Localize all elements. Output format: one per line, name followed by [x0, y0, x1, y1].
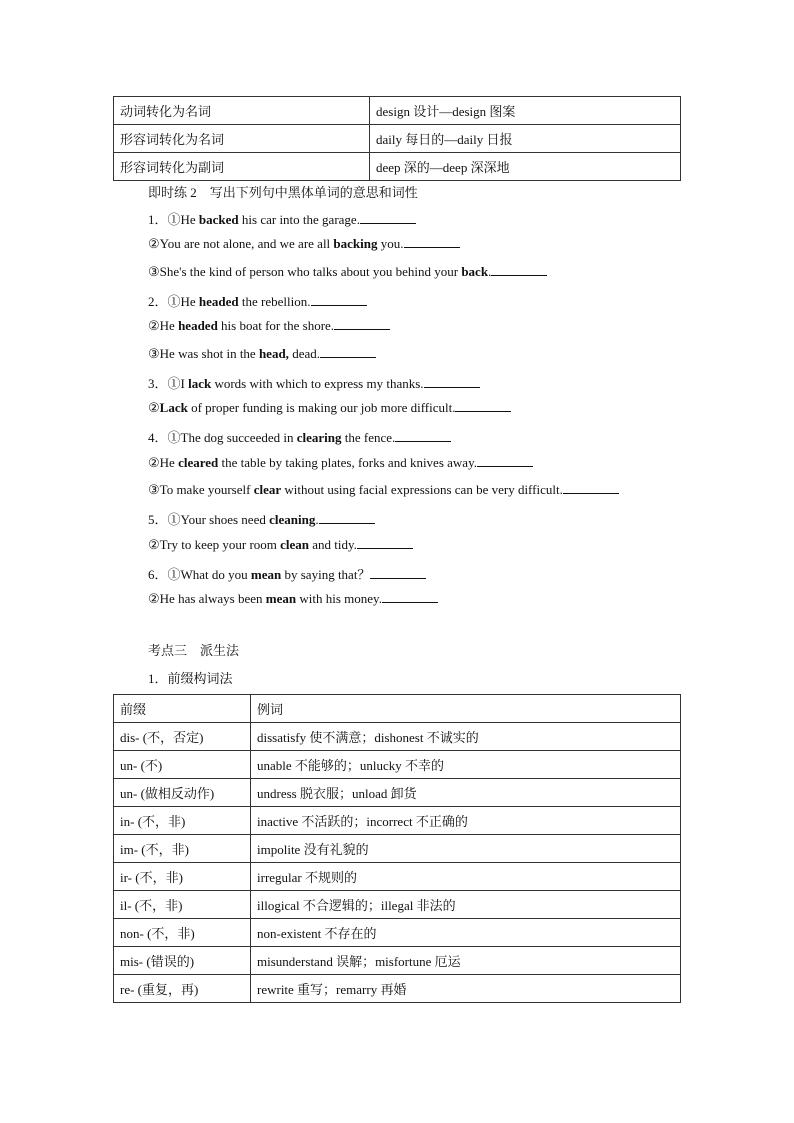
answer-blank[interactable] — [404, 237, 460, 248]
exercise-sentence — [148, 482, 619, 498]
prefix-table — [113, 694, 681, 1003]
table-cell: deep 深的—deep 深深地 — [370, 153, 681, 181]
word-conversion-table — [113, 96, 681, 181]
answer-blank[interactable] — [370, 568, 426, 579]
prefix-cell: dis- (不，否定) — [114, 723, 251, 751]
table-row — [114, 125, 681, 153]
sentence-text: . — [488, 263, 492, 279]
sentence-text: the rebellion. — [238, 293, 311, 309]
example-cell: impolite 没有礼貌的 — [251, 835, 681, 863]
column-header-prefix: 前缀 — [114, 695, 251, 723]
exercise-sentence — [148, 537, 413, 553]
sentence-text: ②Try to keep your room — [148, 536, 281, 552]
answer-blank[interactable] — [360, 213, 416, 224]
sentence-text: ③She's the kind of person who talks about you behind your — [148, 263, 462, 279]
bold-word: headed — [178, 318, 218, 334]
table-header-row — [114, 695, 681, 723]
table-row — [114, 891, 681, 919]
example-cell: illogical 不合逻辑的；illegal 非法的 — [251, 891, 681, 919]
sentence-text: ②He — [148, 318, 179, 334]
answer-blank[interactable] — [563, 483, 619, 494]
bold-word: back — [461, 263, 489, 279]
example-cell: dissatisfy 使不满意；dishonest 不诚实的 — [251, 723, 681, 751]
sentence-text: . — [315, 512, 319, 528]
section-title: 考点三 派生法 — [148, 643, 240, 658]
bold-word: mean — [250, 566, 282, 582]
answer-blank[interactable] — [455, 401, 511, 412]
sentence-text: words with which to express my thanks. — [211, 375, 424, 391]
prefix-cell: ir- (不，非) — [114, 863, 251, 891]
sentence-text: ③To make yourself — [148, 482, 254, 497]
table-cell: 动词转化为名词 — [114, 97, 370, 125]
example-cell: unable 不能够的；unlucky 不幸的 — [251, 751, 681, 779]
bold-word: headed — [198, 293, 239, 309]
exercise-sentence — [148, 400, 511, 416]
table-cell: 形容词转化为副词 — [114, 153, 370, 181]
table-row — [114, 153, 681, 181]
exercise-sentence — [148, 455, 533, 471]
table-cell: daily 每日的—daily 日报 — [370, 125, 681, 153]
bold-word: backing — [333, 236, 378, 252]
exercise-sentence — [148, 373, 480, 392]
bold-word: cleaning — [269, 512, 316, 528]
sentence-text: ②He has always been — [148, 591, 266, 607]
example-cell: undress 脱衣服；unload 卸货 — [251, 779, 681, 807]
sentence-text: ③He was shot in the — [148, 345, 259, 361]
table-row — [114, 751, 681, 779]
prefix-cell: in- (不，非) — [114, 807, 251, 835]
table-row — [114, 947, 681, 975]
bold-word: clean — [280, 536, 310, 552]
table-row — [114, 779, 681, 807]
answer-blank[interactable] — [491, 265, 547, 276]
table-row — [114, 863, 681, 891]
subsection-title: 1．前缀构词法 — [148, 671, 233, 686]
answer-blank[interactable] — [477, 456, 533, 467]
exercise-sentence — [148, 264, 547, 280]
example-cell: non-existent 不存在的 — [251, 919, 681, 947]
sentence-text: the fence. — [341, 430, 396, 446]
exercise-sentence — [148, 427, 451, 446]
exercise-sentence — [148, 236, 460, 252]
sentence-text: the table by taking plates, forks and knives away. — [218, 454, 477, 470]
table-row — [114, 835, 681, 863]
answer-blank[interactable] — [424, 377, 480, 388]
exercise-sentence — [148, 591, 438, 607]
answer-blank[interactable] — [320, 347, 376, 358]
table-row — [114, 807, 681, 835]
prefix-cell: il- (不，非) — [114, 891, 251, 919]
sentence-text: his boat for the shore. — [217, 318, 335, 334]
sentence-text: dead. — [288, 345, 320, 361]
answer-blank[interactable] — [319, 513, 375, 524]
bold-word: lack — [188, 375, 212, 391]
exercise-sentence — [148, 291, 367, 310]
sentence-text: you. — [377, 236, 404, 252]
sentence-text: his car into the garage. — [238, 212, 360, 227]
sentence-text: of proper funding is making our job more difficult. — [187, 400, 456, 416]
table-row — [114, 97, 681, 125]
prefix-cell: mis- (错误的) — [114, 947, 251, 975]
sentence-text: and tidy. — [309, 536, 357, 552]
sentence-text: 1．①He — [148, 212, 199, 227]
bold-word: backed — [198, 212, 239, 227]
sentence-text: with his money. — [296, 591, 382, 607]
bold-word: clear — [253, 482, 282, 497]
exercise-sentence — [148, 209, 416, 228]
bold-word: Lack — [159, 400, 188, 416]
bold-word: mean — [265, 591, 297, 607]
prefix-cell: un- (做相反动作) — [114, 779, 251, 807]
example-cell: irregular 不规则的 — [251, 863, 681, 891]
table-row — [114, 919, 681, 947]
table-row — [114, 723, 681, 751]
sentence-text: 3．①I — [148, 375, 189, 391]
sentence-text: 2．①He — [148, 293, 199, 309]
sentence-text: 5．①Your shoes need — [148, 512, 270, 528]
sentence-text: without using facial expressions can be very difficult. — [281, 482, 563, 497]
exercise-sentence — [148, 346, 376, 362]
example-cell: rewrite 重写；remarry 再婚 — [251, 975, 681, 1003]
answer-blank[interactable] — [311, 295, 367, 306]
table-cell: design 设计—design 图案 — [370, 97, 681, 125]
table-row — [114, 975, 681, 1003]
prefix-cell: re- (重复，再) — [114, 975, 251, 1003]
column-header-examples: 例词 — [251, 695, 681, 723]
example-cell: inactive 不活跃的；incorrect 不正确的 — [251, 807, 681, 835]
sentence-text: ②You are not alone, and we are all — [148, 236, 334, 252]
example-cell: misunderstand 误解；misfortune 厄运 — [251, 947, 681, 975]
prefix-cell: non- (不，非) — [114, 919, 251, 947]
prefix-cell: un- (不) — [114, 751, 251, 779]
bold-word: cleared — [178, 454, 219, 470]
sentence-text: 6．①What do you — [148, 566, 251, 582]
exercise-sentence — [148, 564, 426, 583]
answer-blank[interactable] — [334, 319, 390, 330]
answer-blank[interactable] — [382, 592, 438, 603]
bold-word: clearing — [296, 430, 342, 446]
answer-blank[interactable] — [357, 538, 413, 549]
sentence-text: ②He — [148, 454, 179, 470]
sentence-text: ② — [148, 400, 160, 416]
sentence-text: by saying that？ — [281, 566, 371, 582]
bold-word: head, — [258, 345, 289, 361]
prefix-cell: im- (不，非) — [114, 835, 251, 863]
exercise-sentence — [148, 509, 375, 528]
exercise-sentence — [148, 318, 390, 334]
exercise-title: 即时练 2 写出下列句中黑体单词的意思和词性 — [148, 185, 418, 200]
table-cell: 形容词转化为名词 — [114, 125, 370, 153]
sentence-text: 4．①The dog succeeded in — [148, 430, 297, 446]
answer-blank[interactable] — [395, 431, 451, 442]
